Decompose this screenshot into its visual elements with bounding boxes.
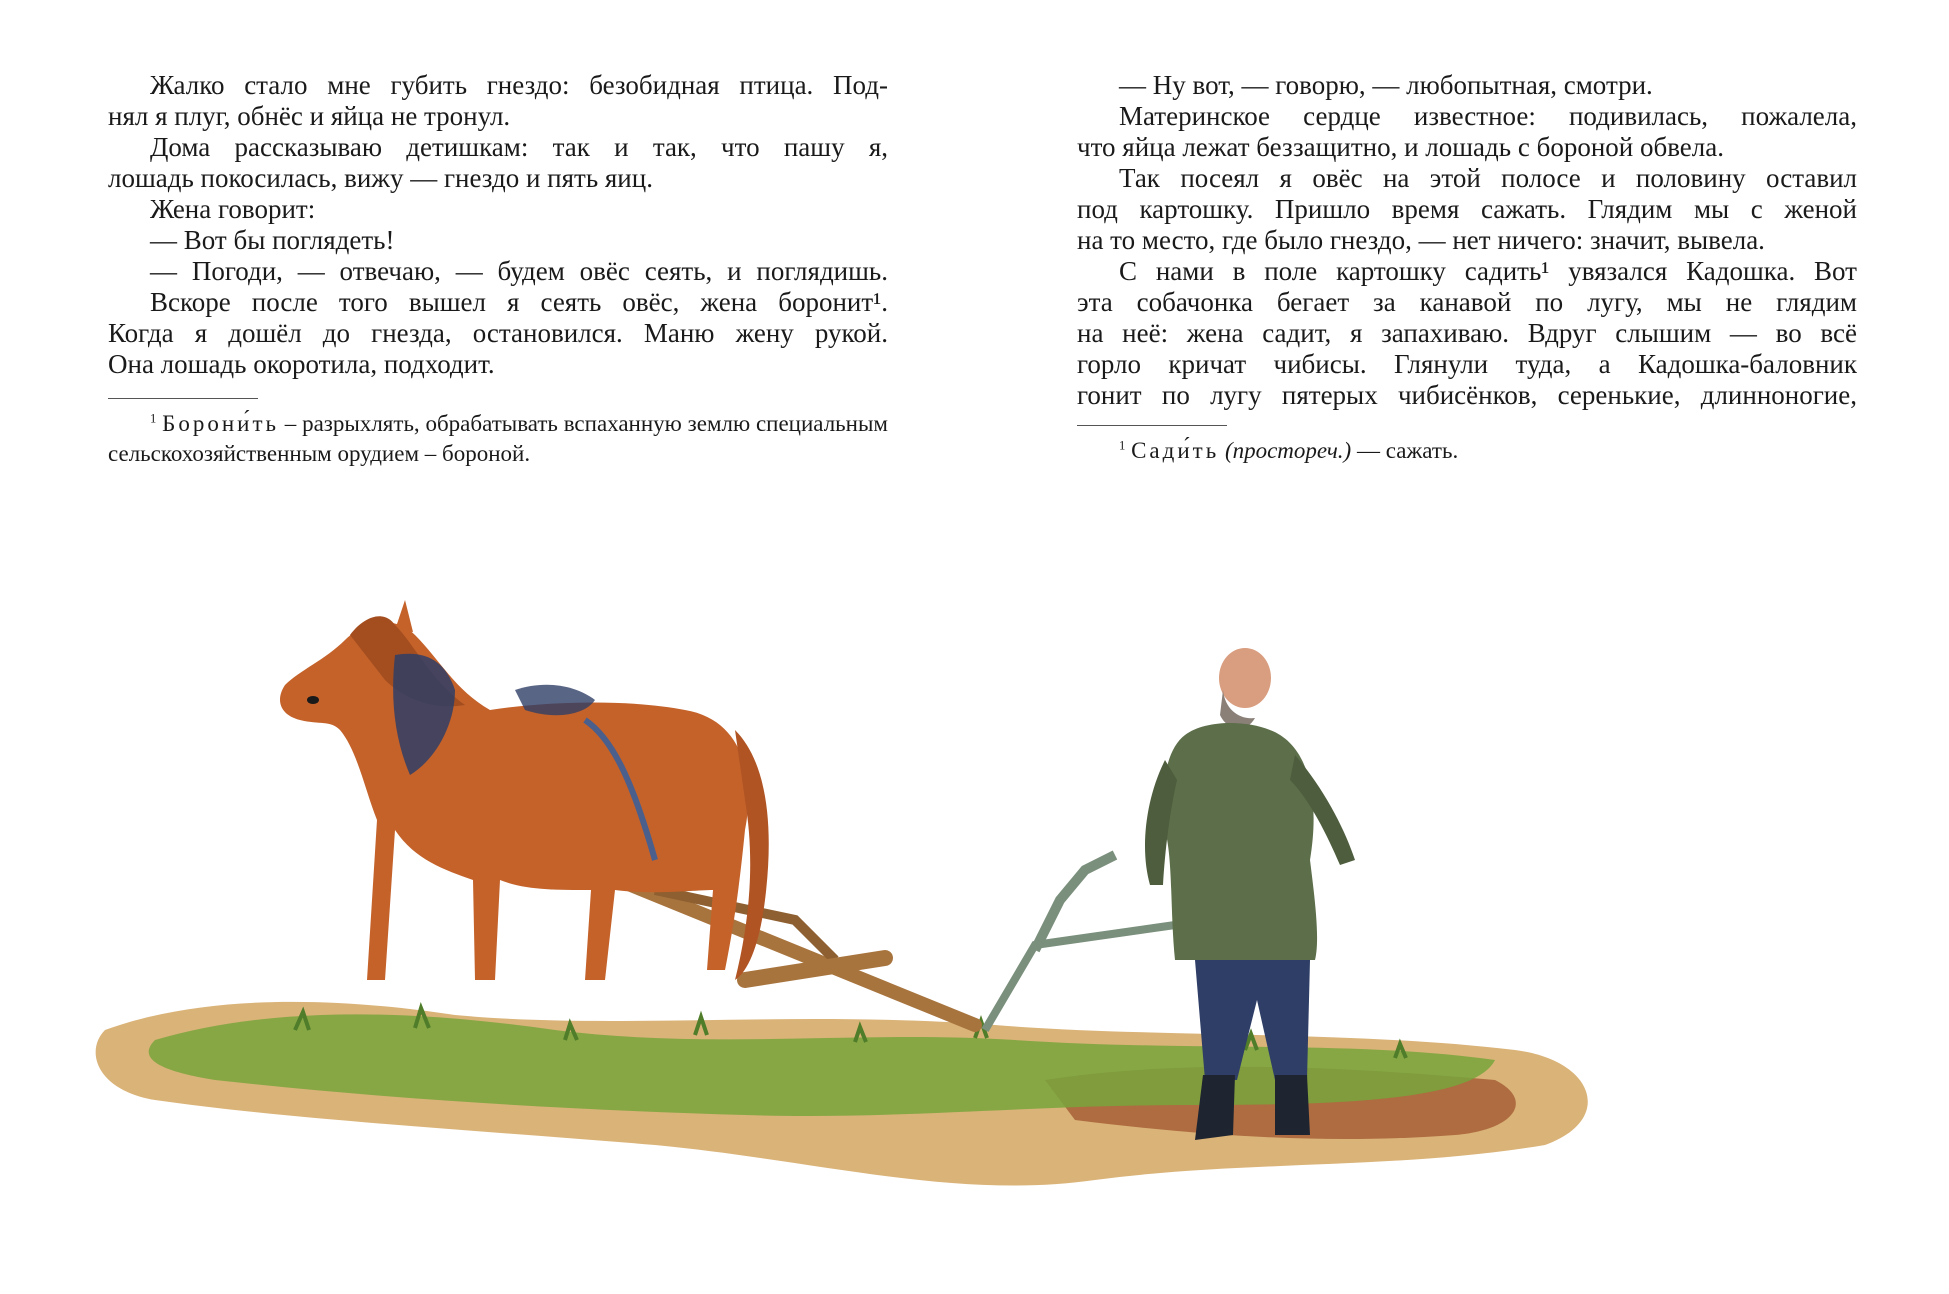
text-line: на то место, где было гнездо, — нет ничего: значит, вывела.: [1077, 225, 1765, 255]
text-line: под картошку. Пришло время сажать. Глядим мы с женой: [1077, 194, 1857, 224]
footnote-divider: [1077, 425, 1227, 426]
text-line: нял я плуг, обнёс и яйца не тронул.: [108, 101, 511, 131]
text-line: — Погоди, — отвечаю, — будем овёс сеять, и поглядишь.: [150, 256, 888, 286]
text-line: — Вот бы поглядеть!: [150, 225, 395, 255]
horse-and-plough-illustration: [95, 560, 1755, 1260]
text-line: Материнское сердце известное: подивилась, пожалела,: [1119, 101, 1857, 131]
text-line: на неё: жена садит, я запахиваю. Вдруг слышим — во всё: [1077, 318, 1857, 348]
text-line: — Ну вот, — говорю, — любопытная, смотри.: [1119, 70, 1653, 100]
footnote-marker: 1: [150, 411, 157, 426]
text-line: Дома рассказываю детишкам: так и так, что пашу я,: [150, 132, 888, 162]
text-line: эта собачонка бегает за канавой по лугу, мы не глядим: [1077, 287, 1857, 317]
footnote-usage-note: (простореч.): [1224, 438, 1352, 463]
footnote-divider: [108, 398, 258, 399]
text-line: Когда я дошёл до гнезда, остановился. Маню жену рукой.: [108, 318, 888, 348]
horse: [280, 600, 769, 980]
text-line: С нами в поле картошку садить¹ увязался Кадошка. Вот: [1119, 256, 1857, 286]
left-footnote: [108, 409, 888, 469]
left-page-column: [108, 70, 888, 469]
right-page-text: [1077, 70, 1857, 411]
footnote-marker: 1: [1119, 438, 1126, 453]
text-line: Так посеял я овёс на этой полосе и половину оставил: [1119, 163, 1857, 193]
right-footnote: [1077, 436, 1857, 466]
footnote-text: – разрыхлять, обрабатывать вспаханную землю специальным сельскохозяйственным орудием – бороной.: [108, 411, 888, 466]
text-line: Жалко стало мне губить гнездо: безобидная птица. Под-: [150, 70, 888, 100]
text-line: горло кричат чибисы. Глянули туда, а Кадошка-баловник: [1077, 349, 1857, 379]
footnote-term: Борони́ть: [162, 411, 279, 436]
text-line: Она лошадь окоротила, подходит.: [108, 349, 495, 379]
footnote-term: Сади́ть: [1131, 438, 1220, 463]
text-line: что яйца лежат беззащитно, и лошадь с бороной обвела.: [1077, 132, 1724, 162]
footnote-text: — сажать.: [1351, 438, 1459, 463]
left-page-text: [108, 70, 888, 380]
text-line: Жена говорит:: [150, 194, 316, 224]
text-line: лошадь покосилась, вижу — гнездо и пять яиц.: [108, 163, 653, 193]
text-line: гонит по лугу пятерых чибисёнков, серенькие, длинноногие,: [1077, 380, 1857, 410]
right-page-column: [1077, 70, 1857, 466]
text-line: Вскоре после того вышел я сеять овёс, жена боронит¹.: [150, 287, 888, 317]
